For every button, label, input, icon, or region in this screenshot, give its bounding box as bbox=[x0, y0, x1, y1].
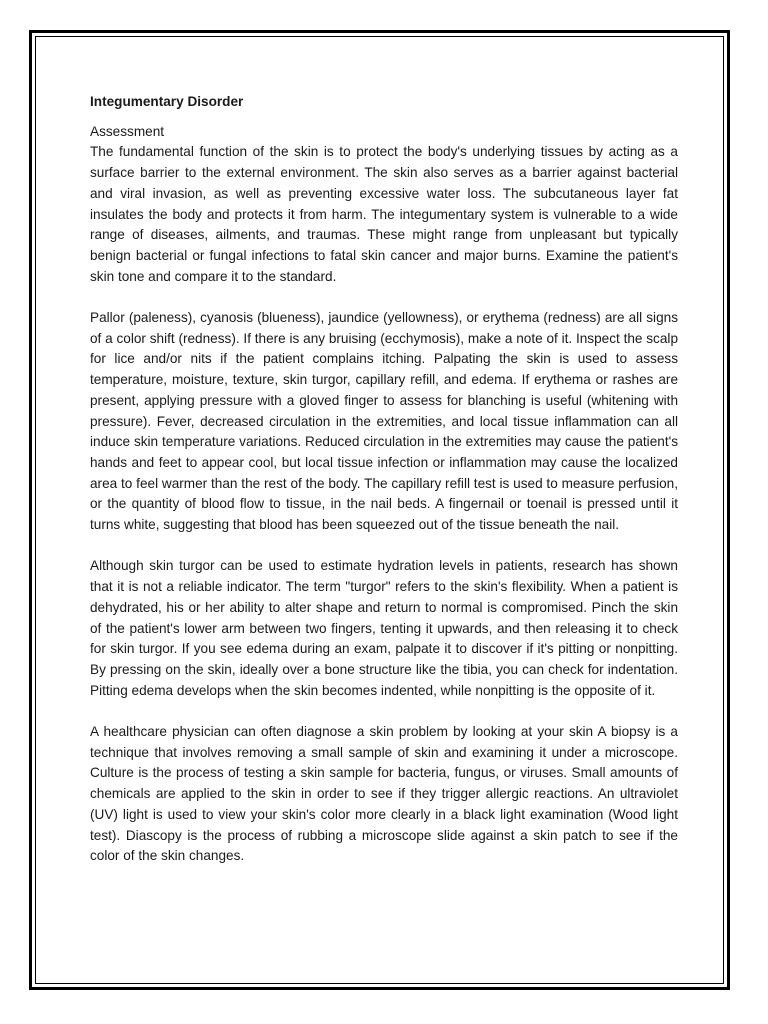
paragraph-2: Pallor (paleness), cyanosis (blueness), jaundice (yellowness), or erythema (redness) are all signs of a color shift (redness). If there is any bruising (ecchymosis), make a note of it. Inspect the scalp for lice and/or nits if the patient complains itching. Palpating the skin is used to assess temperature, moisture, texture, skin turgor, capillary refill, and edema. If erythema or rashes are present, applying pressure with a gloved finger to assess for blanching is useful (whitening with pressure). Fever, decreased circulation in the extremities, and local tissue inflammation can all induce skin temperature variations. Reduced circulation in the extremities may cause the patient's hands and feet to appear cool, but local tissue infection or inflammation may cause the localized area to feel warmer than the rest of the body. The capillary refill test is used to measure perfusion, or the quantity of blood flow to tissue, in the nail beds. A fingernail or toenail is pressed until it turns white, suggesting that blood has been squeezed out of the tissue beneath the nail. bbox=[90, 310, 678, 533]
paragraph-1: The fundamental function of the skin is to protect the body's underlying tissues by acting as a surface barrier to the external environment. The skin also serves as a barrier against bacterial and viral invasion, as well as preventing excessive water loss. The subcutaneous layer fat insulates the body and protects it from harm. The integumentary system is vulnerable to a wide range of diseases, ailments, and traumas. These might range from unpleasant but typically benign bacterial or fungal infections to fatal skin cancer and major burns. Examine the patient's skin tone and compare it to the standard. bbox=[90, 144, 678, 284]
document-title: Integumentary Disorder bbox=[90, 94, 244, 109]
paragraph-4: A healthcare physician can often diagnose a skin problem by looking at your skin A biopsy is a technique that involves removing a small sample of skin and examining it under a microscope. Culture is the process of testing a skin sample for bacteria, fungus, or viruses. Small amounts of chemicals are applied to the skin in order to see if they trigger allergic reactions. An ultraviolet (UV) light is used to view your skin's color more clearly in a black light examination (Wood light test). Diascopy is the process of rubbing a microscope slide against a skin patch to see if the color of the skin changes. bbox=[90, 724, 678, 864]
document-body bbox=[90, 92, 678, 867]
section-heading-assessment: Assessment bbox=[90, 123, 165, 139]
paragraph-3: Although skin turgor can be used to estimate hydration levels in patients, research has shown that it is not a reliable indicator. The term "turgor" refers to the skin's flexibility. When a patient is dehydrated, his or her ability to alter shape and return to normal is compromised. Pinch the skin of the patient's lower arm between two fingers, tenting it upwards, and then releasing it to check for skin turgor. If you see edema during an exam, palpate it to discover if it's pitting or nonpitting. By pressing on the skin, ideally over a bone structure like the tibia, you can check for indentation. Pitting edema develops when the skin becomes indented, while nonpitting is the opposite of it. bbox=[90, 558, 678, 698]
